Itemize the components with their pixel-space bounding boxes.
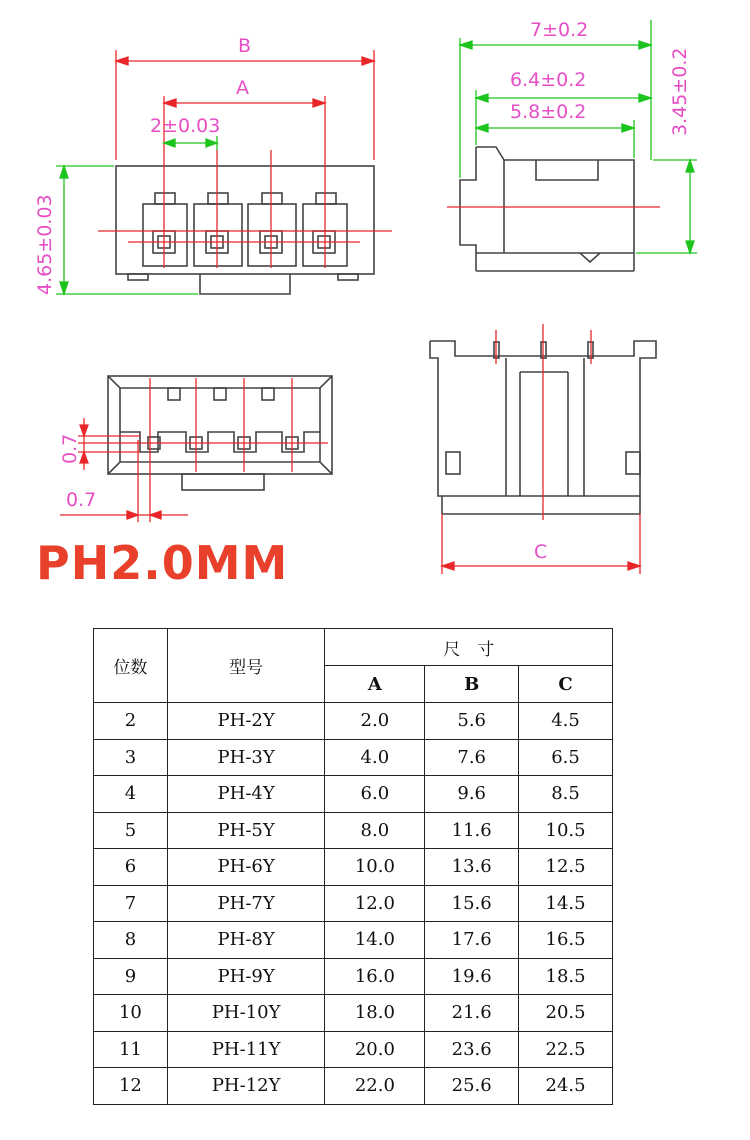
front-view-dims-green	[56, 136, 217, 294]
cell-pos: 4	[94, 776, 168, 813]
dim-C: C	[534, 541, 548, 563]
bottom-view	[108, 376, 332, 490]
header-b: B	[425, 666, 519, 703]
cell-pos: 9	[94, 958, 168, 995]
dim-height: 4.65±0.03	[34, 194, 56, 295]
cell-model: PH-12Y	[167, 1068, 325, 1105]
dim-gap07-vertical: 0.7	[59, 433, 81, 464]
dim-width58: 5.8±0.2	[510, 101, 587, 123]
cell-b: 7.6	[425, 739, 519, 776]
table-row	[94, 776, 613, 813]
side-view-dims-green	[460, 20, 697, 253]
dim-pitch: 2±0.03	[150, 115, 221, 137]
dim-B: B	[238, 35, 252, 57]
cell-pos: 10	[94, 995, 168, 1032]
cell-model: PH-11Y	[167, 1031, 325, 1068]
cell-pos: 2	[94, 703, 168, 740]
cell-model: PH-10Y	[167, 995, 325, 1032]
cell-c: 16.5	[519, 922, 613, 959]
cell-pos: 5	[94, 812, 168, 849]
cell-a: 12.0	[325, 885, 425, 922]
cell-pos: 11	[94, 1031, 168, 1068]
cell-b: 21.6	[425, 995, 519, 1032]
cell-c: 12.5	[519, 849, 613, 886]
cell-a: 18.0	[325, 995, 425, 1032]
cell-model: PH-8Y	[167, 922, 325, 959]
cell-b: 17.6	[425, 922, 519, 959]
cell-model: PH-3Y	[167, 739, 325, 776]
front-view	[116, 166, 374, 294]
cell-b: 15.6	[425, 885, 519, 922]
table-row	[94, 703, 613, 740]
dim-width7: 7±0.2	[530, 19, 589, 41]
cell-a: 20.0	[325, 1031, 425, 1068]
cell-a: 22.0	[325, 1068, 425, 1105]
cell-b: 23.6	[425, 1031, 519, 1068]
cell-pos: 7	[94, 885, 168, 922]
cell-model: PH-4Y	[167, 776, 325, 813]
cell-c: 22.5	[519, 1031, 613, 1068]
cell-model: PH-6Y	[167, 849, 325, 886]
cell-pos: 8	[94, 922, 168, 959]
dim-width64: 6.4±0.2	[510, 69, 587, 91]
cell-b: 25.6	[425, 1068, 519, 1105]
cell-a: 8.0	[325, 812, 425, 849]
cell-b: 19.6	[425, 958, 519, 995]
cell-pos: 12	[94, 1068, 168, 1105]
dim-gap07-horizontal: 0.7	[66, 489, 97, 511]
header-c: C	[519, 666, 613, 703]
cell-a: 10.0	[325, 849, 425, 886]
table-row	[94, 958, 613, 995]
table-row	[94, 849, 613, 886]
cell-c: 20.5	[519, 995, 613, 1032]
cell-a: 16.0	[325, 958, 425, 995]
top-view-centerlines	[442, 324, 640, 574]
cell-a: 6.0	[325, 776, 425, 813]
cell-model: PH-2Y	[167, 703, 325, 740]
cell-pos: 3	[94, 739, 168, 776]
cell-b: 13.6	[425, 849, 519, 886]
table-row	[94, 739, 613, 776]
table-row	[94, 1068, 613, 1105]
cell-b: 5.6	[425, 703, 519, 740]
cell-c: 6.5	[519, 739, 613, 776]
cell-pos: 6	[94, 849, 168, 886]
table-row	[94, 922, 613, 959]
header-a: A	[325, 666, 425, 703]
cell-c: 8.5	[519, 776, 613, 813]
dim-A: A	[236, 77, 249, 99]
cell-c: 18.5	[519, 958, 613, 995]
cell-c: 14.5	[519, 885, 613, 922]
header-model: 型号	[167, 629, 325, 703]
table-row	[94, 995, 613, 1032]
spec-table	[93, 628, 613, 1105]
cell-a: 14.0	[325, 922, 425, 959]
cell-c: 24.5	[519, 1068, 613, 1105]
cell-a: 2.0	[325, 703, 425, 740]
header-positions: 位数	[94, 629, 168, 703]
dim-height345: 3.45±0.2	[669, 47, 691, 136]
header-size: 尺 寸	[325, 629, 613, 666]
bottom-view-centerlines	[60, 378, 328, 522]
cell-model: PH-7Y	[167, 885, 325, 922]
table-row	[94, 885, 613, 922]
side-view	[460, 147, 634, 271]
cell-c: 10.5	[519, 812, 613, 849]
cell-a: 4.0	[325, 739, 425, 776]
cell-c: 4.5	[519, 703, 613, 740]
cell-model: PH-9Y	[167, 958, 325, 995]
cell-model: PH-5Y	[167, 812, 325, 849]
table-row	[94, 1031, 613, 1068]
cell-b: 11.6	[425, 812, 519, 849]
product-title: PH2.0MM	[36, 536, 289, 590]
cell-b: 9.6	[425, 776, 519, 813]
table-row	[94, 812, 613, 849]
